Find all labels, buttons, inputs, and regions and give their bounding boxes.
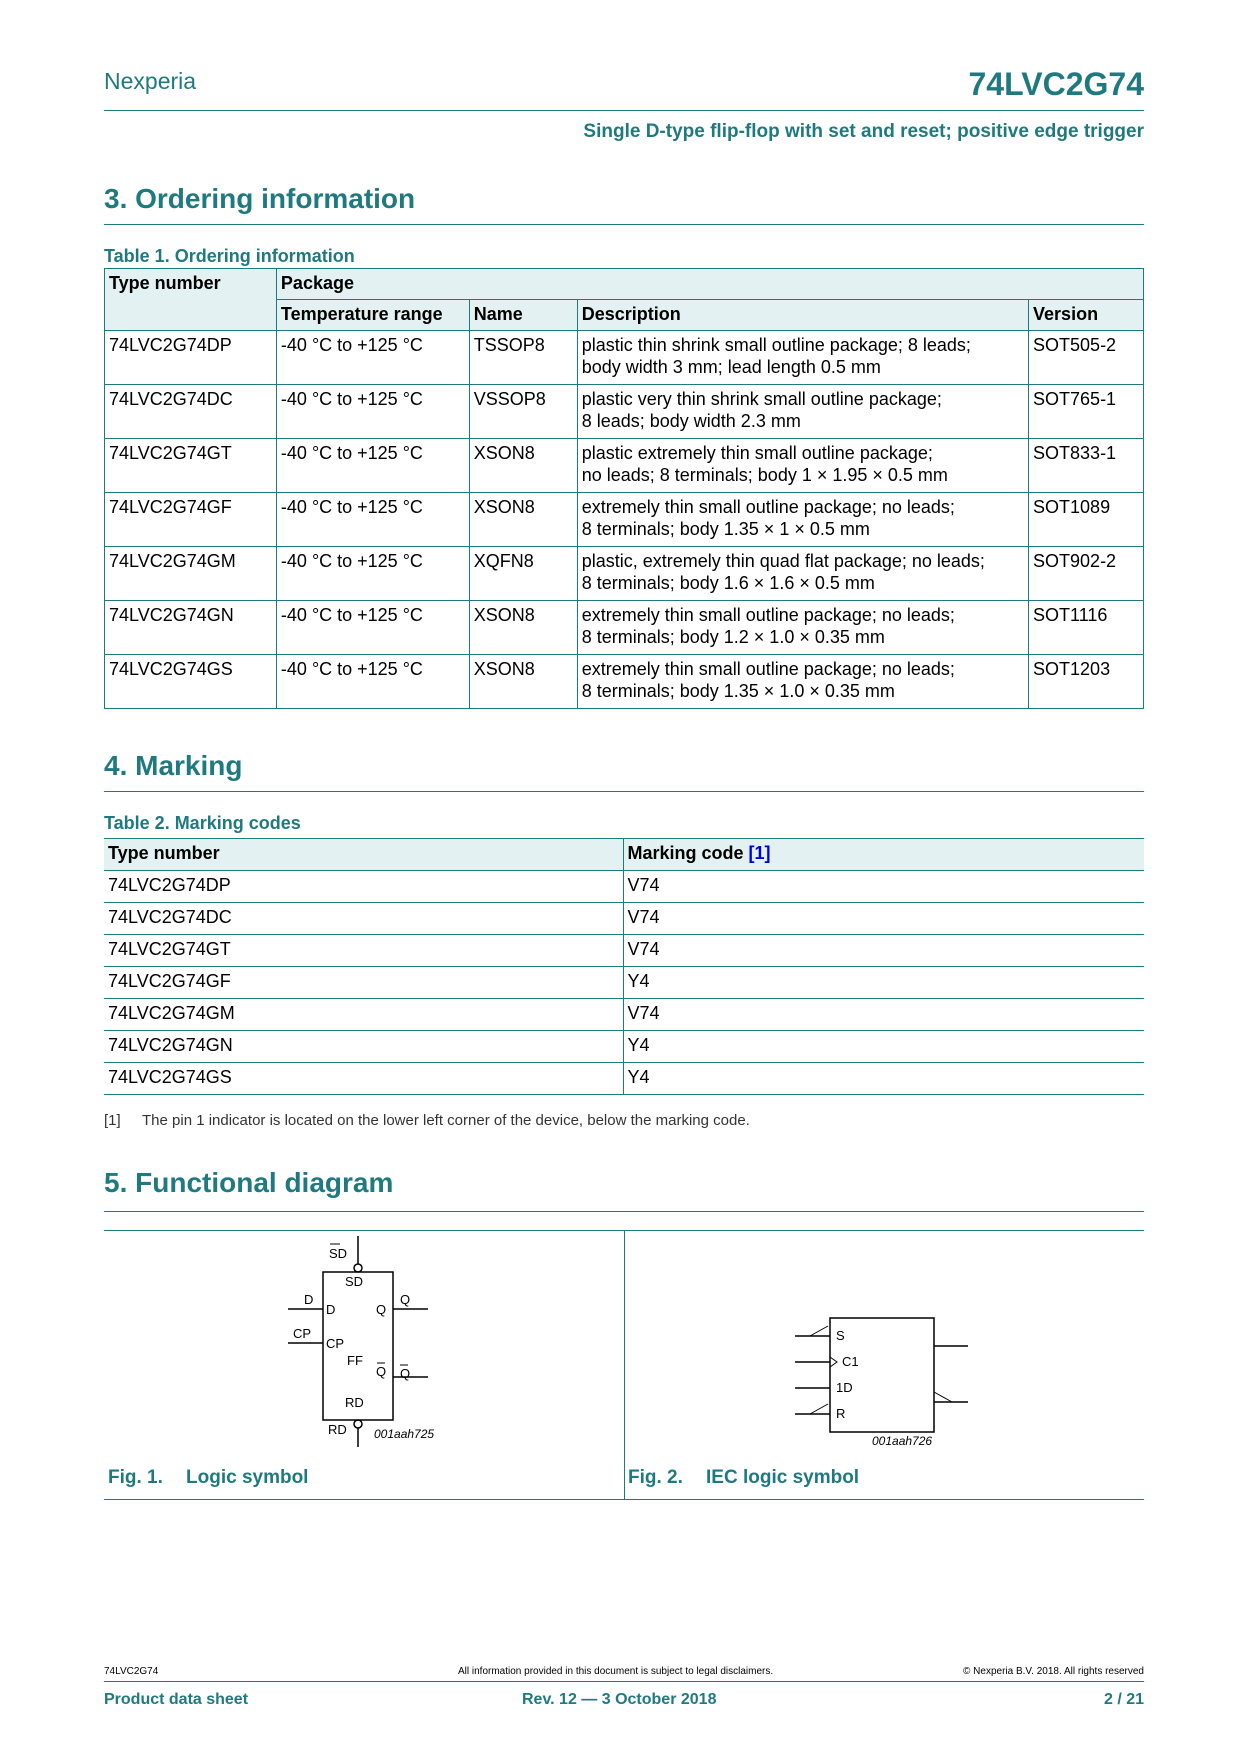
type-number-cell: 74LVC2G74GN xyxy=(104,1031,623,1063)
table-row xyxy=(104,967,1144,999)
part-number: 74LVC2G74 xyxy=(968,66,1144,102)
description-line: body width 3 mm; lead length 0.5 mm xyxy=(581,357,881,377)
version-cell: SOT505-2 xyxy=(1029,331,1144,385)
description-line: extremely thin small outline package; no leads; xyxy=(581,605,955,625)
type-number-cell: 74LVC2G74DP xyxy=(104,871,623,903)
footnote-number: [1] xyxy=(104,1112,121,1129)
temperature-cell: -40 °C to +125 °C xyxy=(276,547,469,601)
version-cell: SOT833-1 xyxy=(1029,439,1144,493)
description-cell xyxy=(577,331,1028,385)
header-rule xyxy=(104,110,1144,111)
figure-title-2: IEC logic symbol xyxy=(706,1467,860,1488)
marking-code-cell: V74 xyxy=(623,903,1144,935)
iec-r-label: R xyxy=(836,1406,846,1421)
footer-doc-type: Product data sheet xyxy=(104,1691,249,1708)
iec-logic-symbol-diagram xyxy=(790,1310,980,1450)
iec-s-label: S xyxy=(836,1328,845,1343)
type-number-cell: 74LVC2G74GM xyxy=(104,999,623,1031)
pin-qbar-label: Q xyxy=(400,1366,411,1381)
box-sd-label: SD xyxy=(345,1274,364,1289)
figure-number-2: Fig. 2. xyxy=(628,1467,683,1488)
header-temperature-range: Temperature range xyxy=(276,300,469,331)
header-type-number: Type number xyxy=(104,839,623,871)
figure-title-1: Logic symbol xyxy=(186,1467,309,1488)
description-cell xyxy=(577,601,1028,655)
section-rule xyxy=(104,224,1144,225)
type-number-cell: 74LVC2G74DC xyxy=(105,385,277,439)
description-line: plastic thin shrink small outline package; 8 leads; xyxy=(581,335,971,355)
temperature-cell: -40 °C to +125 °C xyxy=(276,655,469,709)
footer-rule xyxy=(104,1681,1144,1682)
footer-revision: Rev. 12 — 3 October 2018 xyxy=(522,1691,717,1708)
description-line: extremely thin small outline package; no leads; xyxy=(581,497,955,517)
temperature-cell: -40 °C to +125 °C xyxy=(276,601,469,655)
table-row xyxy=(104,1031,1144,1063)
description-line: plastic extremely thin small outline package; xyxy=(581,443,933,463)
temperature-cell: -40 °C to +125 °C xyxy=(276,439,469,493)
footer-copyright: © Nexperia B.V. 2018. All rights reserved xyxy=(963,1666,1144,1677)
marking-code-cell: Y4 xyxy=(623,1063,1144,1095)
package-name-cell: XSON8 xyxy=(469,493,577,547)
type-number-cell: 74LVC2G74DP xyxy=(105,331,277,385)
box-rd-label: RD xyxy=(345,1395,364,1410)
description-line: 8 leads; body width 2.3 mm xyxy=(581,411,801,431)
pin-q-label: Q xyxy=(400,1292,411,1307)
header-package: Package xyxy=(276,269,1143,300)
temperature-cell: -40 °C to +125 °C xyxy=(276,385,469,439)
type-number-cell: 74LVC2G74GF xyxy=(105,493,277,547)
footer-disclaimer: All information provided in this document is subject to legal disclaimers. xyxy=(458,1666,774,1677)
description-line: 8 terminals; body 1.6 × 1.6 × 0.5 mm xyxy=(581,573,875,593)
box-cp-label: CP xyxy=(326,1336,345,1351)
table-caption-marking: Table 2. Marking codes xyxy=(104,813,301,833)
header-version: Version xyxy=(1029,300,1144,331)
header-marking-code xyxy=(623,839,1144,871)
pin-sd-label: SD xyxy=(329,1246,348,1261)
box-d-label: D xyxy=(326,1302,336,1317)
package-name-cell: XQFN8 xyxy=(469,547,577,601)
table-row xyxy=(105,385,1144,439)
table-row xyxy=(105,439,1144,493)
package-name-cell: TSSOP8 xyxy=(469,331,577,385)
iec-c1-label: C1 xyxy=(842,1354,859,1369)
marking-table xyxy=(104,838,1144,1095)
figure-code-2: 001aah726 xyxy=(872,1434,933,1448)
marking-code-cell: V74 xyxy=(623,999,1144,1031)
section-title-functional-diagram: 5. Functional diagram xyxy=(104,1167,394,1198)
box-ff-label: FF xyxy=(347,1353,363,1368)
table-row xyxy=(105,601,1144,655)
iec-1d-label: 1D xyxy=(836,1380,853,1395)
pin-d-label: D xyxy=(304,1292,314,1307)
version-cell: SOT1089 xyxy=(1029,493,1144,547)
package-name-cell: VSSOP8 xyxy=(469,385,577,439)
version-cell: SOT1203 xyxy=(1029,655,1144,709)
figure-divider xyxy=(624,1230,625,1500)
type-number-cell: 74LVC2G74GN xyxy=(105,601,277,655)
description-line: extremely thin small outline package; no leads; xyxy=(581,659,955,679)
figure-caption-2 xyxy=(628,1467,859,1489)
table-row xyxy=(105,331,1144,385)
description-line: 8 terminals; body 1.35 × 1.0 × 0.35 mm xyxy=(581,681,895,701)
logic-symbol-diagram xyxy=(270,1232,450,1447)
table-row xyxy=(104,871,1144,903)
header-description: Description xyxy=(577,300,1028,331)
description-line: plastic, extremely thin quad flat package; no leads; xyxy=(581,551,985,571)
type-number-cell: 74LVC2G74GT xyxy=(104,935,623,967)
version-cell: SOT902-2 xyxy=(1029,547,1144,601)
type-number-cell: 74LVC2G74GS xyxy=(104,1063,623,1095)
table-row xyxy=(104,1063,1144,1095)
description-cell xyxy=(577,547,1028,601)
marking-code-cell: V74 xyxy=(623,871,1144,903)
footer-page-number: 2 / 21 xyxy=(1103,1691,1144,1708)
table-row xyxy=(104,903,1144,935)
table-row xyxy=(104,935,1144,967)
description-cell xyxy=(577,385,1028,439)
description-line: 8 terminals; body 1.2 × 1.0 × 0.35 mm xyxy=(581,627,885,647)
table-row xyxy=(105,547,1144,601)
type-number-cell: 74LVC2G74GM xyxy=(105,547,277,601)
footer-doc-id: 74LVC2G74 xyxy=(104,1666,159,1677)
package-name-cell: XSON8 xyxy=(469,439,577,493)
package-name-cell: XSON8 xyxy=(469,601,577,655)
package-name-cell: XSON8 xyxy=(469,655,577,709)
figure-code-1: 001aah725 xyxy=(374,1427,435,1441)
version-cell: SOT1116 xyxy=(1029,601,1144,655)
description-line: 8 terminals; body 1.35 × 1 × 0.5 mm xyxy=(581,519,870,539)
ordering-table xyxy=(104,268,1144,709)
section-rule xyxy=(104,1211,1144,1212)
marking-code-cell: Y4 xyxy=(623,1031,1144,1063)
version-cell: SOT765-1 xyxy=(1029,385,1144,439)
header-name: Name xyxy=(469,300,577,331)
table-row xyxy=(105,655,1144,709)
type-number-cell: 74LVC2G74GS xyxy=(105,655,277,709)
box-qbar-label: Q xyxy=(376,1364,387,1379)
description-line: plastic very thin shrink small outline package; xyxy=(581,389,942,409)
table-row xyxy=(105,493,1144,547)
description-cell xyxy=(577,655,1028,709)
document-subtitle: Single D-type flip-flop with set and reset; positive edge trigger xyxy=(583,121,1144,142)
header-type-number: Type number xyxy=(105,269,277,331)
table-footnote xyxy=(104,1112,750,1129)
marking-code-cell: Y4 xyxy=(623,967,1144,999)
type-number-cell: 74LVC2G74GF xyxy=(104,967,623,999)
table-caption-ordering: Table 1. Ordering information xyxy=(104,246,355,266)
marking-code-cell: V74 xyxy=(623,935,1144,967)
footnote-text: The pin 1 indicator is located on the lower left corner of the device, below the marking code. xyxy=(142,1112,750,1129)
description-cell xyxy=(577,439,1028,493)
section-title-ordering: 3. Ordering information xyxy=(104,183,416,214)
brand-name: Nexperia xyxy=(104,68,197,94)
type-number-cell: 74LVC2G74GT xyxy=(105,439,277,493)
section-rule xyxy=(104,791,1144,792)
temperature-cell: -40 °C to +125 °C xyxy=(276,493,469,547)
pin-cp-label: CP xyxy=(293,1326,312,1341)
type-number-cell: 74LVC2G74DC xyxy=(104,903,623,935)
description-cell xyxy=(577,493,1028,547)
marking-code-label: Marking code xyxy=(627,843,744,863)
figure-number-1: Fig. 1. xyxy=(108,1467,163,1488)
table-row xyxy=(104,999,1144,1031)
description-line: no leads; 8 terminals; body 1 × 1.95 × 0.5 mm xyxy=(581,465,948,485)
temperature-cell: -40 °C to +125 °C xyxy=(276,331,469,385)
section-title-marking: 4. Marking xyxy=(104,750,243,781)
figure-caption-1 xyxy=(108,1467,308,1489)
box-q-label: Q xyxy=(376,1302,387,1317)
footnote-reference-link[interactable]: [1] xyxy=(748,843,771,863)
pin-rd-label: RD xyxy=(328,1422,347,1437)
